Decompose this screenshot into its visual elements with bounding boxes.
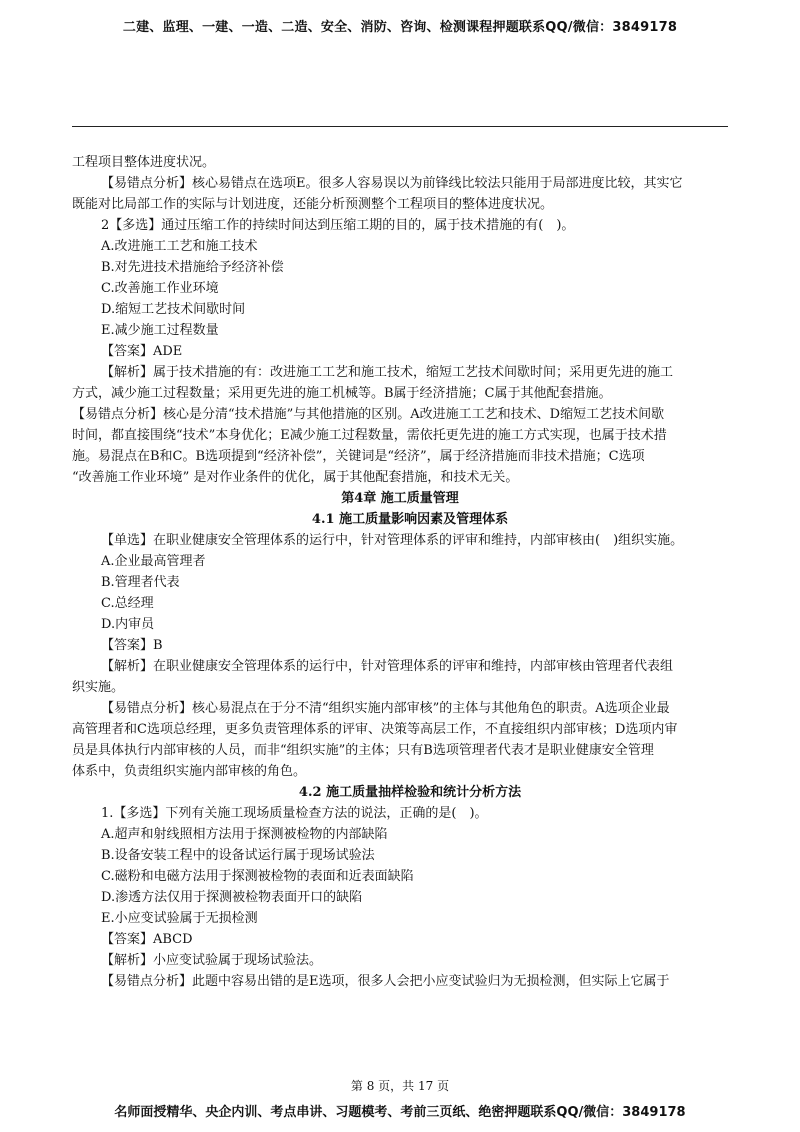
text-line: D.缩短工艺技术间歇时间 — [101, 302, 246, 317]
text-line: 体系中，负责组织实施内部审核的角色。 — [72, 764, 307, 779]
text-line: 织实施。 — [72, 680, 125, 695]
text-line: 【易错点分析】核心易错点在选项E。很多人容易误以为前锋线比较法只能用于局部进度比较，其实它 — [101, 176, 683, 191]
document-body — [72, 152, 728, 992]
header-ad-text: 二建、监理、一建、一造、二造、安全、消防、咨询、检测课程押题联系QQ/微信：3849178 — [122, 20, 678, 35]
text-line: E.小应变试验属于无损检测 — [101, 911, 258, 926]
text-line: 工程项目整体进度状况。 — [72, 155, 216, 170]
text-line: 【答案】ADE — [101, 344, 183, 359]
text-line: A.企业最高管理者 — [101, 554, 206, 569]
text-line: A.超声和射线照相方法用于探测被检物的内部缺陷 — [101, 827, 388, 842]
text-line: 【易错点分析】此题中容易出错的是E选项，很多人会把小应变试验归为无损检测，但实际上它属于 — [101, 974, 670, 989]
section-heading: 4.2 施工质量抽样检验和统计分析方法 — [298, 785, 522, 800]
text-line: 【解析】在职业健康安全管理体系的运行中，针对管理体系的评审和维持，内部审核由管理者代表组 — [101, 659, 674, 674]
header-divider — [72, 126, 728, 127]
text-line: B.对先进技术措施给予经济补偿 — [101, 260, 284, 275]
text-line: 【答案】B — [101, 638, 163, 653]
text-line: 【易错点分析】核心易混点在于分不清“组织实施内部审核”的主体与其他角色的职责。A选项企业最 — [101, 701, 670, 716]
text-line: 2【多选】通过压缩工作的持续时间达到压缩工期的目的，属于技术措施的有( )。 — [101, 218, 575, 233]
page-number: 第 8 页，共 17 页 — [350, 1079, 450, 1093]
chapter-heading: 第4章 施工质量管理 — [341, 491, 459, 506]
text-line: B.设备安装工程中的设备试运行属于现场试验法 — [101, 848, 375, 863]
text-line: B.管理者代表 — [101, 575, 180, 590]
text-line: C.磁粉和电磁方法用于探测被检物的表面和近表面缺陷 — [101, 869, 414, 884]
text-line: 【易错点分析】核心是分清“技术措施”与其他措施的区别。A改进施工工艺和技术、D缩短工艺技术间歇 — [72, 407, 665, 422]
text-line: 既能对比局部工作的实际与计划进度，还能分析预测整个工程项目的整体进度状况。 — [72, 197, 554, 212]
footer-ad-text: 名师面授精华、央企内训、考点串讲、习题模考、考前三页纸、绝密押题联系QQ/微信：3849178 — [114, 1105, 686, 1120]
text-line: 【解析】小应变试验属于现场试验法。 — [101, 953, 323, 968]
text-line: 方式，减少施工过程数量；采用更先进的施工机械等。B属于经济措施；C属于其他配套措施。 — [72, 386, 612, 401]
text-line: 【单选】在职业健康安全管理体系的运行中，针对管理体系的评审和维持，内部审核由( )组织实施。 — [101, 533, 684, 548]
text-line: 【解析】属于技术措施的有：改进施工工艺和施工技术，缩短工艺技术间歇时间；采用更先进的施工 — [101, 365, 674, 380]
text-line: D.渗透方法仅用于探测被检物表面开口的缺陷 — [101, 890, 363, 905]
section-heading: 4.1 施工质量影响因素及管理体系 — [311, 512, 509, 527]
text-line: “改善施工作业环境” 是对作业条件的优化，属于其他配套措施，和技术无关。 — [72, 470, 519, 485]
text-line: 1.【多选】下列有关施工现场质量检查方法的说法，正确的是( )。 — [101, 806, 488, 821]
text-line: A.改进施工工艺和施工技术 — [101, 239, 258, 254]
text-line: C.总经理 — [101, 596, 154, 611]
text-line: 时间，都直接围绕“技术”本身优化；E减少施工过程数量，需依托更先进的施工方式实现，也属于技术措 — [72, 428, 667, 443]
text-line: 施。易混点在B和C。B选项提到“经济补偿”，关键词是“经济”，属于经济措施而非技术措施；C选项 — [72, 449, 645, 464]
text-line: 高管理者和C选项总经理，更多负责管理体系的评审、决策等高层工作，不直接组织内部审核；D选项内审 — [72, 722, 678, 737]
text-line: 员是具体执行内部审核的人员，而非“组织实施”的主体；只有B选项管理者代表才是职业健康安全管理 — [72, 743, 654, 758]
text-line: E.减少施工过程数量 — [101, 323, 219, 338]
text-line: D.内审员 — [101, 617, 155, 632]
text-line: C.改善施工作业环境 — [101, 281, 219, 296]
text-line: 【答案】ABCD — [101, 932, 193, 947]
